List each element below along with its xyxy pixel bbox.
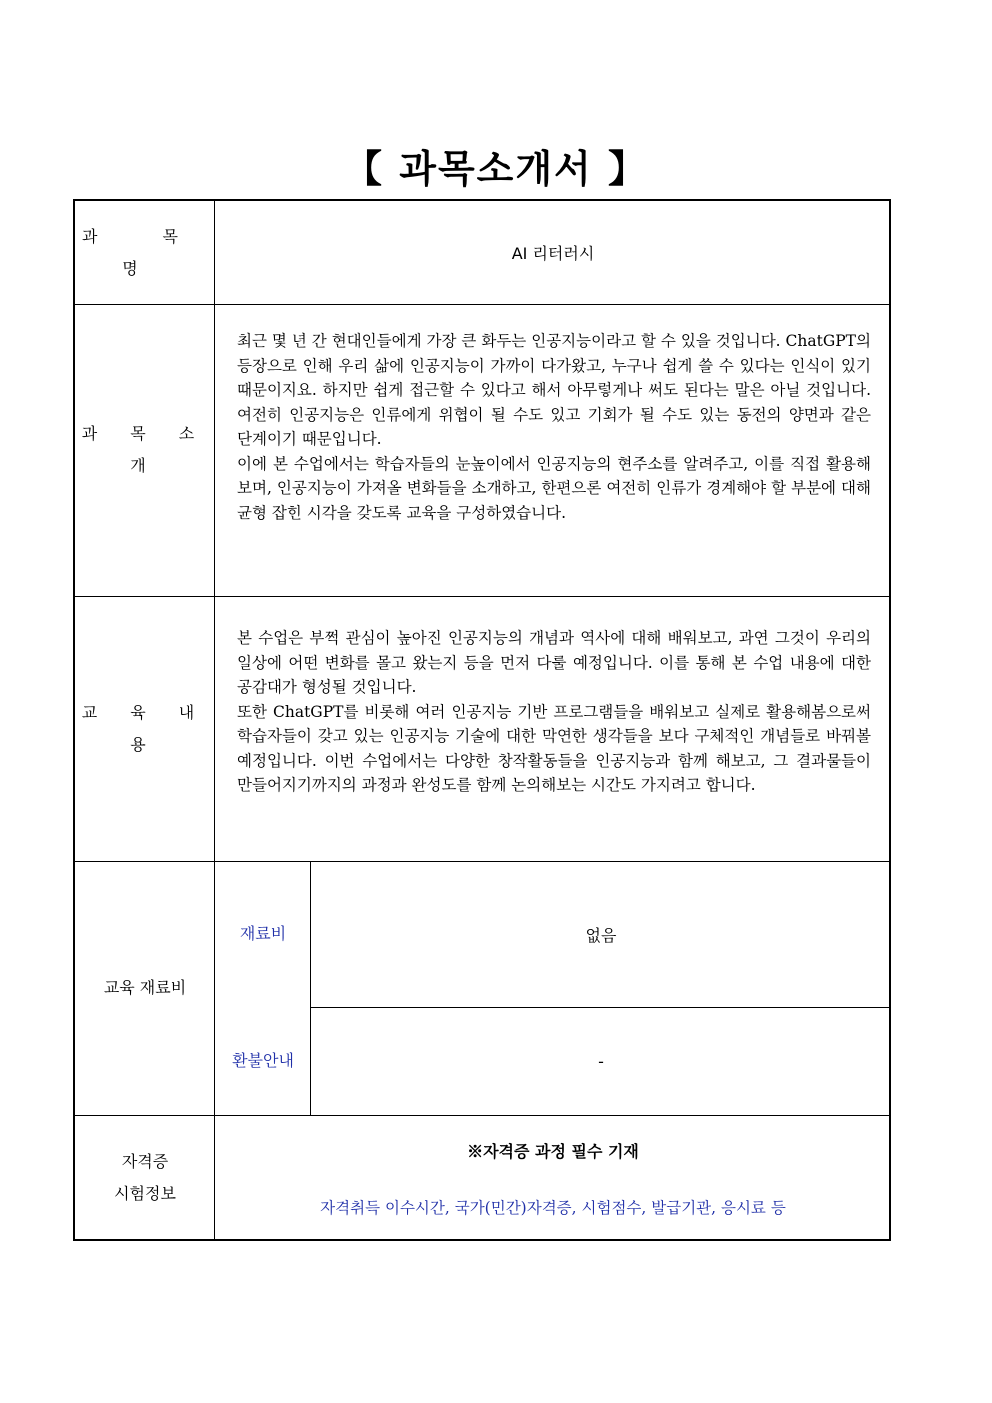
subject-name-value-cell [215,201,891,304]
subject-name-label-cell [75,201,215,304]
intro-label-cell [75,304,215,596]
intro-paragraph-2: 이에 본 수업에서는 학습자들의 눈높이에서 인공지능의 현주소를 알려주고, 이를 직접 활용해 보며, 인공지능이 가져올 변화들을 소개하고, 한편으론 여전히 인류가 경계해야 할 부분에 대해 균형 잡힌 시각을 갖도록 교육을 구성하였습니다. [237,454,871,522]
certificate-info-cell [215,1115,891,1241]
page-title: 【 과목소개서 】 [344,147,648,191]
certificate-label-cell [75,1115,215,1241]
certificate-label-line1: 자격증 [121,1152,169,1171]
intro-paragraph-1: 최근 몇 년 간 현대인들에게 가장 큰 화두는 인공지능이라고 할 수 있을 것입니다. ChatGPT의 등장으로 인해 우리 삶에 인공지능이 가까이 다가왔고, 누구나 쉽게 쓸 수 있다는 인식이 있기 때문이지요. 하지만 쉽게 접근할 수 있다고 해서 아무렇게나 써도 된다는 말은 아닐 것입니다. 여전히 인공지능은 인류에게 위협이 될 수도 있고 기회가 될 수도 있는 동전의 양면과 같은 단계이기 때문입니다. [237,332,871,448]
fee-value-cell [311,861,891,1007]
refund-value: - [598,1051,604,1071]
subject-name-value: AI 리터러시 [511,244,595,263]
refund-label-cell [215,1007,311,1115]
content-text-cell [215,596,891,861]
material-label-cell [75,861,215,1115]
content-paragraph-2: 또한 ChatGPT를 비롯해 여러 인공지능 기반 프로그램들을 배워보고 실제로 활용해봄으로써 학습자들이 갖고 있는 인공지능 기술에 대한 막연한 생각들을 보다 구체적인 개념들로 바꿔볼 예정입니다. 이번 수업에서는 다양한 창작활동들을 인공지능과 함께 해보고, 그 결과물들이 만들어지기까지의 과정과 완성도를 함께 논의해보는 시간도 가지려고 합니다. [237,702,871,794]
content-label-cell [75,596,215,861]
course-info-table [73,199,891,1241]
content-paragraph-1: 본 수업은 부쩍 관심이 높아진 인공지능의 개념과 역사에 대해 배워보고, 과연 그것이 우리의 일상에 어떤 변화를 몰고 왔는지 등을 먼저 다룰 예정입니다. 이를 통해 본 수업 내용에 대한 공감대가 형성될 것입니다. [237,629,871,696]
certificate-label-line2: 시험정보 [114,1184,176,1203]
intro-label: 과 목 소 개 [81,424,209,475]
fee-value: 없음 [585,925,617,945]
fee-label: 재료비 [239,924,287,943]
material-label: 교육 재료비 [103,978,187,997]
certificate-note: ※자격증 과정 필수 기재 [467,1142,639,1161]
content-label: 교 육 내 용 [81,702,209,754]
fee-label-cell [215,861,311,1007]
certificate-guide: 자격취득 이수시간, 국가(민간)자격증, 시험점수, 발급기관, 응시료 등 [320,1199,786,1217]
subject-name-label: 과 목 명 [82,226,208,278]
refund-value-cell [311,1007,891,1115]
intro-text-cell [215,304,891,596]
refund-label: 환불안내 [232,1051,294,1070]
